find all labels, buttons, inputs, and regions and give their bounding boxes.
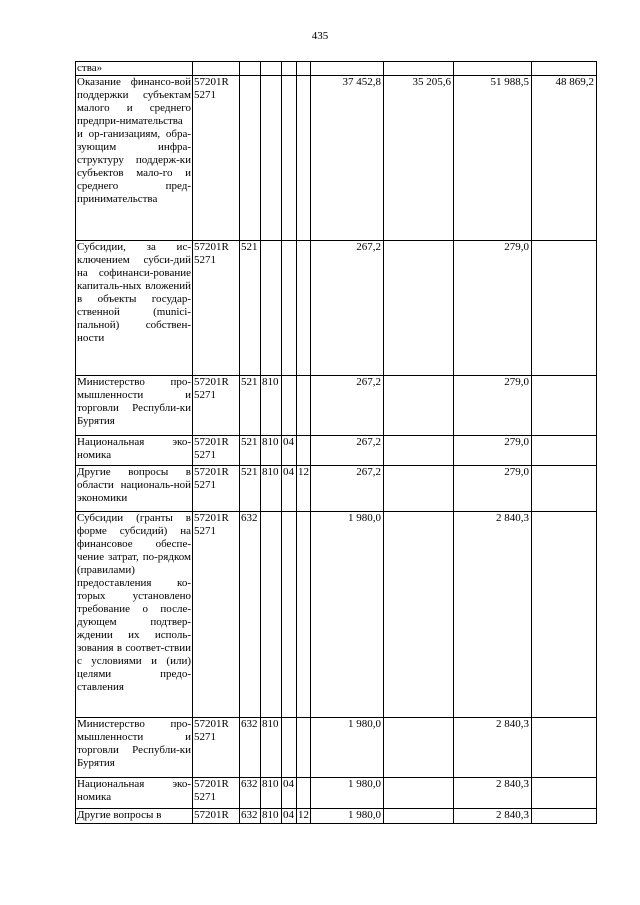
section-code <box>282 512 297 718</box>
amount-2 <box>384 62 454 76</box>
target-article-code: 57201R 5271 <box>193 778 240 809</box>
row-name: Субсидии (гранты в форме субсидий) на финансовое обеспе-чение затрат, по-рядком (правилами) предоставления ко-торых установлено требование о после-дующем подтвер-ждении их исполь-зования в соответ-ствии с условиями и (или) целями предо-ставления <box>76 512 193 718</box>
section-code <box>282 376 297 436</box>
row-name: Субсидии, за ис-ключением субси-дий на софинанси-рование капиталь-ных вложений в объекты государ-ственной (munici-пальной) собствен-ности <box>76 241 193 376</box>
amount-3: 279,0 <box>454 436 532 466</box>
table-row <box>76 76 597 241</box>
subsection-code <box>297 62 311 76</box>
amount-2 <box>384 809 454 824</box>
target-article-code: 57201R 5271 <box>193 436 240 466</box>
section-code <box>282 76 297 241</box>
ministry-code: 810 <box>261 376 282 436</box>
amount-4: 48 869,2 <box>532 76 597 241</box>
subsection-code <box>297 512 311 718</box>
table-row <box>76 718 597 778</box>
amount-4 <box>532 241 597 376</box>
amount-4 <box>532 62 597 76</box>
amount-4 <box>532 436 597 466</box>
amount-3 <box>454 62 532 76</box>
amount-3: 51 988,5 <box>454 76 532 241</box>
subsection-code <box>297 241 311 376</box>
expense-type-code: 632 <box>240 778 261 809</box>
ministry-code: 810 <box>261 466 282 512</box>
table-row <box>76 512 597 718</box>
target-article-code: 57201R <box>193 809 240 824</box>
target-article-code: 57201R 5271 <box>193 241 240 376</box>
table-row <box>76 241 597 376</box>
table-row <box>76 809 597 824</box>
ministry-code: 810 <box>261 718 282 778</box>
section-code <box>282 241 297 376</box>
amount-4 <box>532 778 597 809</box>
subsection-code: 12 <box>297 466 311 512</box>
amount-3: 2 840,3 <box>454 718 532 778</box>
expense-type-code: 632 <box>240 718 261 778</box>
ministry-code <box>261 512 282 718</box>
table-row <box>76 778 597 809</box>
table-row <box>76 62 597 76</box>
amount-4 <box>532 809 597 824</box>
row-name: ства» <box>76 62 193 76</box>
subsection-code <box>297 436 311 466</box>
section-code: 04 <box>282 809 297 824</box>
section-code: 04 <box>282 778 297 809</box>
table-row <box>76 376 597 436</box>
amount-2 <box>384 512 454 718</box>
table-row <box>76 436 597 466</box>
row-name: Национальная эко-номика <box>76 436 193 466</box>
expense-type-code: 521 <box>240 241 261 376</box>
expense-type-code: 632 <box>240 809 261 824</box>
section-code <box>282 62 297 76</box>
section-code: 04 <box>282 466 297 512</box>
amount-3: 2 840,3 <box>454 778 532 809</box>
amount-2 <box>384 466 454 512</box>
section-code: 04 <box>282 436 297 466</box>
target-article-code: 57201R 5271 <box>193 512 240 718</box>
expense-type-code: 521 <box>240 376 261 436</box>
target-article-code: 57201R 5271 <box>193 718 240 778</box>
row-name: Национальная эко-номика <box>76 778 193 809</box>
section-code <box>282 718 297 778</box>
ministry-code <box>261 241 282 376</box>
amount-1: 1 980,0 <box>311 778 384 809</box>
amount-2 <box>384 778 454 809</box>
expense-type-code: 521 <box>240 436 261 466</box>
row-name: Министерство про-мышленности и торговли Республи-ки Бурятия <box>76 376 193 436</box>
ministry-code <box>261 62 282 76</box>
subsection-code <box>297 778 311 809</box>
row-name: Министерство про-мышленности и торговли Республи-ки Бурятия <box>76 718 193 778</box>
amount-4 <box>532 466 597 512</box>
subsection-code <box>297 76 311 241</box>
amount-3: 279,0 <box>454 466 532 512</box>
target-article-code: 57201R 5271 <box>193 376 240 436</box>
amount-3: 279,0 <box>454 376 532 436</box>
target-article-code: 57201R 5271 <box>193 76 240 241</box>
row-name: Оказание финансо-вой поддержки субъектам малого и среднего предпри-нимательства и ор-ганизациям, обра-зующим инфра-структуру поддерж-ки субъектов мало-го и среднего пред-принимательства <box>76 76 193 241</box>
amount-3: 2 840,3 <box>454 809 532 824</box>
expense-type-code: 632 <box>240 512 261 718</box>
amount-1: 267,2 <box>311 241 384 376</box>
ministry-code: 810 <box>261 778 282 809</box>
amount-1: 267,2 <box>311 376 384 436</box>
ministry-code: 810 <box>261 436 282 466</box>
row-name: Другие вопросы в <box>76 809 193 824</box>
amount-1: 37 452,8 <box>311 76 384 241</box>
target-article-code: 57201R 5271 <box>193 466 240 512</box>
amount-1: 1 980,0 <box>311 718 384 778</box>
subsection-code <box>297 718 311 778</box>
amount-2: 35 205,6 <box>384 76 454 241</box>
ministry-code <box>261 76 282 241</box>
row-name: Другие вопросы в области националь-ной экономики <box>76 466 193 512</box>
subsection-code <box>297 376 311 436</box>
amount-4 <box>532 512 597 718</box>
table-row <box>76 466 597 512</box>
amount-2 <box>384 436 454 466</box>
budget-table <box>75 61 597 824</box>
table-body <box>76 62 597 824</box>
amount-3: 2 840,3 <box>454 512 532 718</box>
amount-1: 1 980,0 <box>311 512 384 718</box>
ministry-code: 810 <box>261 809 282 824</box>
page-number: 435 <box>311 30 329 42</box>
amount-2 <box>384 241 454 376</box>
amount-2 <box>384 376 454 436</box>
expense-type-code: 521 <box>240 466 261 512</box>
amount-2 <box>384 718 454 778</box>
amount-1 <box>311 62 384 76</box>
amount-1: 267,2 <box>311 436 384 466</box>
amount-4 <box>532 718 597 778</box>
amount-4 <box>532 376 597 436</box>
amount-3: 279,0 <box>454 241 532 376</box>
amount-1: 267,2 <box>311 466 384 512</box>
subsection-code: 12 <box>297 809 311 824</box>
expense-type-code <box>240 76 261 241</box>
target-article-code <box>193 62 240 76</box>
amount-1: 1 980,0 <box>311 809 384 824</box>
expense-type-code <box>240 62 261 76</box>
